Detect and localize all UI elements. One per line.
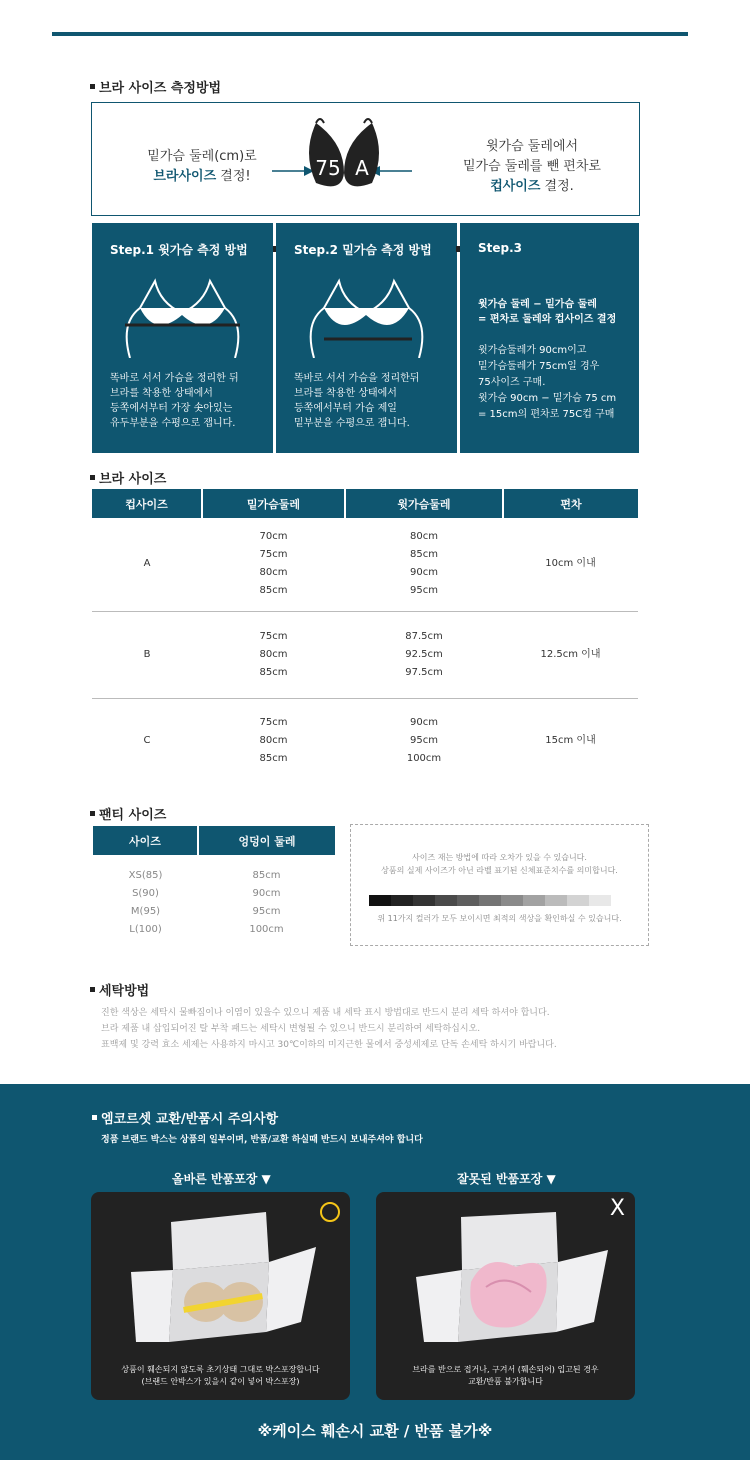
panty-size-table bbox=[93, 826, 335, 939]
bra-size-title: 브라 사이즈 bbox=[90, 468, 166, 487]
color-swatch bbox=[589, 895, 611, 906]
table-row: L(100) 100cm bbox=[129, 924, 284, 935]
bullet-square-icon bbox=[90, 84, 95, 89]
bullet-square-icon bbox=[90, 811, 95, 816]
color-swatch bbox=[457, 895, 479, 906]
step-3-card: Step.3 윗가슴 둘레 − 밑가슴 둘레 = 편차로 둘레와 컵사이즈 결정 윗가슴둘레가 90cm이고 밑가슴둘레가 75cm일 경우 75사이즈 구매. 윗가슴 90cm − 밑가슴 75 cm = 15cm의 편차로 75C컵 구매 bbox=[460, 223, 639, 453]
panty-size-title: 팬티 사이즈 bbox=[90, 804, 166, 823]
step-2-card: Step.2 밑가슴 측정 방법 똑바로 서서 가슴을 정리한뒤 브라를 착용한 상태에서 등쪽에서부터 가슴 제일 밑부분을 수평으로 잽니다. bbox=[276, 223, 457, 453]
color-swatch bbox=[501, 895, 523, 906]
measure-left-text: 밑가슴 둘레(cm)로 브라사이즈 결정! bbox=[147, 149, 257, 184]
measure-section-title: 브라 사이즈 측정방법 bbox=[90, 77, 221, 96]
step-3-formula: 윗가슴 둘레 − 밑가슴 둘레 = 편차로 둘레와 컵사이즈 결정 bbox=[478, 299, 617, 325]
good-packing-photo: 상품이 훼손되지 않도록 초기상태 그대로 박스포장합니다 (브랜드 안박스가 있을시 같이 넣어 박스포장) bbox=[91, 1192, 350, 1400]
table-row: C 75cm 80cm 85cm 90cm 95cm 100cm 15cm 이내 bbox=[143, 717, 596, 765]
bullet-square-icon bbox=[92, 1115, 97, 1120]
wrong-mark-icon: X bbox=[609, 1196, 625, 1221]
badge-number: 75 bbox=[315, 156, 341, 180]
correct-mark-icon bbox=[320, 1202, 340, 1222]
open-box-icon bbox=[376, 1192, 635, 1352]
color-swatch bbox=[435, 895, 457, 906]
wash-title: 세탁방법 bbox=[90, 980, 149, 999]
color-swatch bbox=[369, 895, 391, 906]
measure-diagram-box bbox=[91, 102, 640, 216]
returns-subtitle: 정품 브랜드 박스는 상품의 일부이며, 반품/교환 하실때 반드시 보내주셔야 합니다 bbox=[101, 1135, 423, 1145]
table-row: XS(85) 85cm bbox=[128, 870, 281, 881]
step-2-desc: 똑바로 서서 가슴을 정리한뒤 브라를 착용한 상태에서 등쪽에서부터 가슴 제일 밑부분을 수평으로 잽니다. bbox=[294, 373, 420, 429]
color-swatch bbox=[545, 895, 567, 906]
bullet-square-icon bbox=[90, 475, 95, 480]
final-notice: ※케이스 훼손시 교환 / 반품 불가※ bbox=[257, 1422, 493, 1440]
table-row: S(90) 90cm bbox=[132, 888, 281, 899]
color-swatch-strip bbox=[369, 895, 611, 906]
wash-instructions: 진한 색상은 세탁시 물빠짐이나 이염이 있을수 있으니 제품 내 세탁 표시 방법대로 반드시 분리 세탁 하셔야 합니다. 브라 제품 내 삽입되어진 탈 부착 패드는 세탁시 변형될 수 있으니 반드시 분리하여 세탁하십시오. 표백제 및 강력 효소 세제는 사용하지 마시고 30℃이하의 미지근한 물에서 중성세제로 단독 손세탁 하시기 바랍니다. bbox=[101, 1008, 557, 1050]
table-header-row: 사이즈 엉덩이 둘레 bbox=[93, 826, 335, 855]
bra-size-table bbox=[92, 489, 638, 784]
step-1-desc: 똑바로 서서 가슴을 정리한 뒤 브라를 착용한 상태에서 등쪽에서부터 가장 솟아있는 유두부분을 수평으로 잽니다. bbox=[110, 373, 239, 429]
bra-outline-icon bbox=[304, 273, 429, 358]
open-box-icon bbox=[91, 1192, 350, 1352]
color-swatch bbox=[391, 895, 413, 906]
color-swatch bbox=[523, 895, 545, 906]
returns-section bbox=[0, 1084, 750, 1460]
step-3-example: 윗가슴둘레가 90cm이고 밑가슴둘레가 75cm일 경우 75사이즈 구매. 윗가슴 90cm − 밑가슴 75 cm = 15cm의 편차로 75C컵 구매 bbox=[478, 345, 617, 420]
bra-diagram-icon bbox=[272, 113, 412, 203]
color-swatch bbox=[567, 895, 589, 906]
table-row: M(95) 95cm bbox=[130, 906, 281, 917]
bullet-square-icon bbox=[90, 987, 95, 992]
bad-packing-label: 잘못된 반품포장 ▼ bbox=[457, 1172, 556, 1186]
measure-right-text: 윗가슴 둘레에서 밑가슴 둘레를 뺀 편차로 컵사이즈 결정. bbox=[463, 139, 601, 194]
good-packing-label: 올바른 반품포장 ▼ bbox=[172, 1172, 271, 1186]
bra-outline-icon bbox=[120, 273, 245, 358]
badge-letter: A bbox=[355, 156, 369, 180]
top-divider bbox=[52, 32, 688, 36]
color-swatch bbox=[479, 895, 501, 906]
color-swatch bbox=[413, 895, 435, 906]
table-row: A 70cm 75cm 80cm 85cm 80cm 85cm 90cm 95cm 10cm 이내 bbox=[92, 518, 638, 611]
table-header-row: 컵사이즈 밑가슴둘레 윗가슴둘레 편차 bbox=[92, 489, 638, 518]
table-row: B 75cm 80cm 85cm 87.5cm 92.5cm 97.5cm 12.5cm 이내 bbox=[92, 611, 638, 698]
color-notice-box: 사이즈 재는 방법에 따라 오차가 있을 수 있습니다. 상품의 실제 사이즈가 아닌 라벨 표기된 신체표준치수를 의미합니다. 위 11가지 컬러가 모두 보이시면 최적의 색상을 확인하실 수 있습니다. bbox=[350, 824, 649, 946]
step-1-card: Step.1 윗가슴 측정 방법 똑바로 서서 가슴을 정리한 뒤 브라를 착용한 상태에서 등쪽에서부터 가장 솟아있는 유두부분을 수평으로 잽니다. bbox=[92, 223, 273, 453]
returns-title: 엠코르셋 교환/반품시 주의사항 bbox=[92, 1108, 278, 1127]
bad-packing-photo: X 브라를 반으로 접거나, 구겨서 (훼손되어) 입고된 경우 교환/반품 불가합니다 bbox=[376, 1192, 635, 1400]
